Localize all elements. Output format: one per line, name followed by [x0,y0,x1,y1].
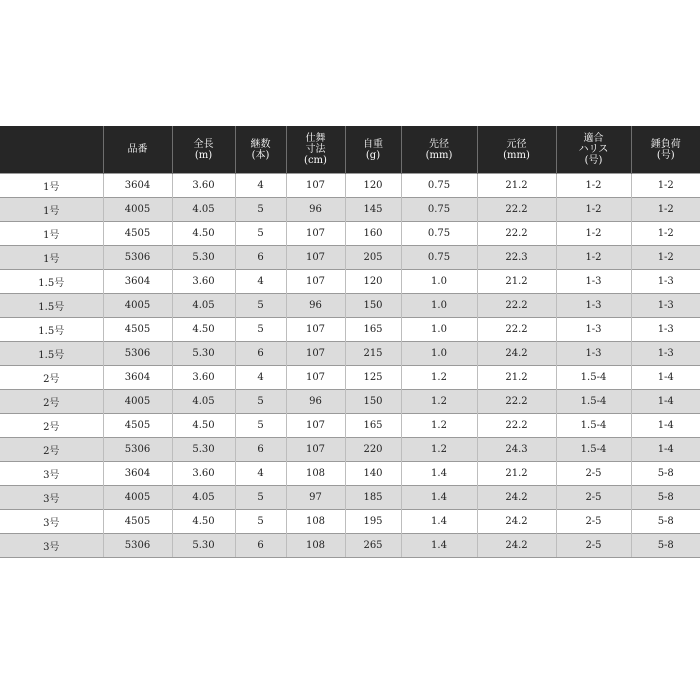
table-cell-blank: 3号 [0,534,103,558]
table-cell-total-length: 4.05 [172,390,235,414]
table-cell-total-length: 3.60 [172,462,235,486]
table-cell-butt-diameter: 22.2 [477,294,556,318]
table-cell-butt-diameter: 22.2 [477,414,556,438]
table-cell-leader-range: 1-3 [556,318,631,342]
table-cell-total-length: 4.50 [172,510,235,534]
table-cell-tip-diameter: 1.0 [401,294,477,318]
column-header-blank [0,126,103,174]
table-cell-weight: 160 [345,222,401,246]
table-cell-sinker-load: 1-4 [631,438,700,462]
table-cell-weight: 150 [345,294,401,318]
table-row [0,222,700,246]
table-cell-total-length: 4.05 [172,486,235,510]
table-cell-sections: 6 [235,246,286,270]
table-row [0,342,700,366]
table-cell-blank: 1号 [0,246,103,270]
table-cell-sections: 5 [235,510,286,534]
table-cell-weight: 195 [345,510,401,534]
table-cell-model-number: 4505 [103,510,172,534]
table-row [0,246,700,270]
table-cell-blank: 3号 [0,510,103,534]
table-row [0,270,700,294]
table-cell-weight: 145 [345,198,401,222]
table-cell-sinker-load: 1-4 [631,390,700,414]
column-header-total-length: 全長 (m) [172,126,235,174]
table-row [0,414,700,438]
table-cell-blank: 2号 [0,390,103,414]
table-cell-closed-length: 107 [286,438,345,462]
table-cell-blank: 3号 [0,486,103,510]
table-cell-butt-diameter: 24.2 [477,534,556,558]
table-cell-blank: 1号 [0,198,103,222]
table-row [0,462,700,486]
table-cell-tip-diameter: 1.4 [401,486,477,510]
table-row [0,534,700,558]
table-cell-total-length: 4.05 [172,198,235,222]
table-cell-butt-diameter: 22.3 [477,246,556,270]
table-row [0,198,700,222]
table-cell-tip-diameter: 1.2 [401,438,477,462]
table-cell-sinker-load: 1-3 [631,294,700,318]
table-cell-tip-diameter: 1.4 [401,462,477,486]
table-cell-sinker-load: 5-8 [631,486,700,510]
table-cell-sections: 5 [235,390,286,414]
table-cell-tip-diameter: 1.0 [401,318,477,342]
table-cell-weight: 265 [345,534,401,558]
table-cell-sinker-load: 1-3 [631,318,700,342]
table-cell-sections: 5 [235,486,286,510]
table-cell-butt-diameter: 21.2 [477,366,556,390]
table-cell-weight: 150 [345,390,401,414]
table-cell-weight: 140 [345,462,401,486]
table-cell-sections: 6 [235,534,286,558]
table-cell-butt-diameter: 24.2 [477,486,556,510]
table-cell-total-length: 3.60 [172,270,235,294]
column-header-closed-length: 仕舞 寸法 (cm) [286,126,345,174]
table-cell-weight: 165 [345,318,401,342]
table-cell-model-number: 5306 [103,438,172,462]
table-cell-model-number: 4505 [103,414,172,438]
table-cell-weight: 205 [345,246,401,270]
table-row [0,486,700,510]
table-cell-sinker-load: 1-4 [631,414,700,438]
table-cell-closed-length: 96 [286,390,345,414]
table-cell-model-number: 4505 [103,318,172,342]
table-cell-tip-diameter: 0.75 [401,198,477,222]
table-cell-total-length: 3.60 [172,366,235,390]
table-cell-leader-range: 1-3 [556,294,631,318]
table-cell-sinker-load: 1-2 [631,246,700,270]
table-cell-blank: 2号 [0,366,103,390]
table-cell-closed-length: 107 [286,246,345,270]
table-cell-model-number: 3604 [103,366,172,390]
table-cell-model-number: 4505 [103,222,172,246]
table-cell-blank: 1.5号 [0,270,103,294]
table-cell-tip-diameter: 1.4 [401,534,477,558]
table-cell-leader-range: 1.5-4 [556,390,631,414]
table-cell-closed-length: 107 [286,222,345,246]
table-cell-model-number: 4005 [103,390,172,414]
table-cell-sections: 5 [235,294,286,318]
table-cell-tip-diameter: 1.0 [401,270,477,294]
table-cell-butt-diameter: 22.2 [477,390,556,414]
table-body [0,174,700,558]
column-header-leader-range: 適合 ハリス (号) [556,126,631,174]
table-cell-sections: 5 [235,222,286,246]
table-cell-leader-range: 1.5-4 [556,366,631,390]
table-cell-total-length: 4.50 [172,414,235,438]
table-cell-tip-diameter: 0.75 [401,246,477,270]
table-row [0,174,700,198]
table-cell-tip-diameter: 1.2 [401,366,477,390]
table-cell-sinker-load: 5-8 [631,510,700,534]
table-cell-sinker-load: 1-3 [631,342,700,366]
table-cell-sections: 6 [235,342,286,366]
table-cell-tip-diameter: 1.2 [401,390,477,414]
table-cell-sinker-load: 1-2 [631,198,700,222]
table-cell-weight: 120 [345,270,401,294]
table-cell-leader-range: 2-5 [556,486,631,510]
table-cell-butt-diameter: 22.2 [477,198,556,222]
table-cell-model-number: 3604 [103,270,172,294]
table-cell-closed-length: 108 [286,534,345,558]
table-cell-closed-length: 107 [286,342,345,366]
column-header-model-number: 品番 [103,126,172,174]
table-cell-tip-diameter: 1.0 [401,342,477,366]
column-header-tip-diameter: 先径 (mm) [401,126,477,174]
table-cell-leader-range: 2-5 [556,510,631,534]
table-cell-butt-diameter: 24.2 [477,342,556,366]
column-header-weight: 自重 (g) [345,126,401,174]
table-cell-blank: 1号 [0,174,103,198]
table-cell-model-number: 3604 [103,462,172,486]
table-cell-model-number: 5306 [103,342,172,366]
table-header-row [0,126,700,174]
table-cell-tip-diameter: 0.75 [401,174,477,198]
table-cell-butt-diameter: 22.2 [477,222,556,246]
column-header-sinker-load: 錘負荷 (号) [631,126,700,174]
table-cell-sections: 4 [235,174,286,198]
table-cell-total-length: 5.30 [172,246,235,270]
table-cell-model-number: 4005 [103,198,172,222]
table-cell-blank: 1号 [0,222,103,246]
table-cell-total-length: 5.30 [172,534,235,558]
table-cell-model-number: 4005 [103,294,172,318]
table-cell-leader-range: 1.5-4 [556,414,631,438]
table-cell-leader-range: 1-3 [556,270,631,294]
spec-table [0,126,700,558]
table-cell-weight: 125 [345,366,401,390]
table-cell-closed-length: 96 [286,198,345,222]
table-cell-butt-diameter: 22.2 [477,318,556,342]
table-cell-leader-range: 1-2 [556,174,631,198]
table-cell-closed-length: 107 [286,174,345,198]
table-cell-blank: 1.5号 [0,294,103,318]
table-row [0,294,700,318]
table-cell-closed-length: 107 [286,318,345,342]
table-cell-sinker-load: 1-2 [631,174,700,198]
table-cell-total-length: 4.50 [172,318,235,342]
table-cell-sections: 4 [235,366,286,390]
table-cell-model-number: 5306 [103,534,172,558]
table-row [0,438,700,462]
table-cell-total-length: 4.05 [172,294,235,318]
table-cell-leader-range: 1-2 [556,246,631,270]
table-cell-sections: 4 [235,462,286,486]
table-cell-model-number: 5306 [103,246,172,270]
table-cell-weight: 120 [345,174,401,198]
table-cell-blank: 1.5号 [0,318,103,342]
table-cell-blank: 1.5号 [0,342,103,366]
table-cell-sections: 6 [235,438,286,462]
table-cell-sections: 4 [235,270,286,294]
table-cell-blank: 2号 [0,438,103,462]
column-header-butt-diameter: 元径 (mm) [477,126,556,174]
table-cell-model-number: 4005 [103,486,172,510]
table-cell-leader-range: 2-5 [556,534,631,558]
table-cell-sinker-load: 1-4 [631,366,700,390]
table-cell-weight: 220 [345,438,401,462]
table-row [0,510,700,534]
table-cell-weight: 185 [345,486,401,510]
table-cell-blank: 3号 [0,462,103,486]
table-cell-leader-range: 1-3 [556,342,631,366]
table-cell-total-length: 5.30 [172,438,235,462]
table-cell-closed-length: 107 [286,366,345,390]
table-cell-closed-length: 107 [286,270,345,294]
table-cell-model-number: 3604 [103,174,172,198]
table-cell-total-length: 3.60 [172,174,235,198]
table-cell-closed-length: 107 [286,414,345,438]
table-cell-butt-diameter: 21.2 [477,462,556,486]
table-cell-leader-range: 1-2 [556,198,631,222]
table-cell-closed-length: 96 [286,294,345,318]
table-cell-closed-length: 97 [286,486,345,510]
table-cell-blank: 2号 [0,414,103,438]
table-cell-sections: 5 [235,414,286,438]
table-cell-sinker-load: 1-3 [631,270,700,294]
table-row [0,390,700,414]
table-cell-weight: 165 [345,414,401,438]
table-cell-weight: 215 [345,342,401,366]
column-header-sections: 継数 (本) [235,126,286,174]
table-cell-butt-diameter: 21.2 [477,174,556,198]
table-cell-closed-length: 108 [286,510,345,534]
table-cell-butt-diameter: 21.2 [477,270,556,294]
table-cell-sections: 5 [235,198,286,222]
table-cell-sinker-load: 1-2 [631,222,700,246]
table-cell-sections: 5 [235,318,286,342]
table-cell-tip-diameter: 1.2 [401,414,477,438]
table-cell-sinker-load: 5-8 [631,462,700,486]
table-cell-leader-range: 2-5 [556,462,631,486]
table-cell-butt-diameter: 24.3 [477,438,556,462]
table-row [0,318,700,342]
table-cell-total-length: 4.50 [172,222,235,246]
table-cell-tip-diameter: 0.75 [401,222,477,246]
table-cell-total-length: 5.30 [172,342,235,366]
table-cell-closed-length: 108 [286,462,345,486]
table-cell-butt-diameter: 24.2 [477,510,556,534]
table-cell-sinker-load: 5-8 [631,534,700,558]
table-cell-tip-diameter: 1.4 [401,510,477,534]
table-cell-leader-range: 1-2 [556,222,631,246]
table-cell-leader-range: 1.5-4 [556,438,631,462]
table-row [0,366,700,390]
